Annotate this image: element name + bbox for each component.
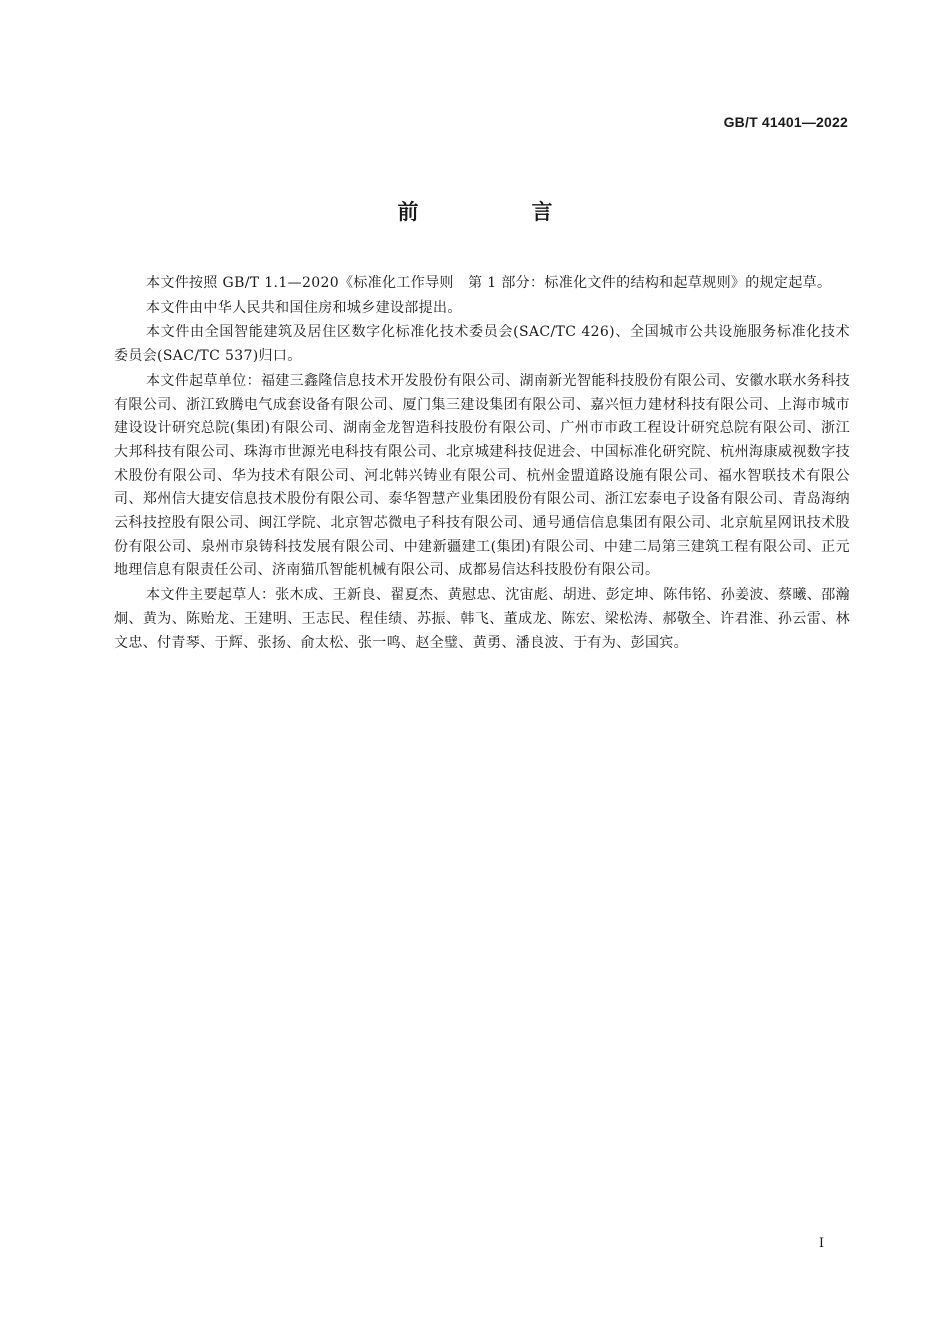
standard-code: GB/T 41401—2022	[723, 114, 848, 130]
page-number: I	[818, 1236, 824, 1251]
paragraph-drafting-basis: 本文件按照 GB/T 1.1—2020《标准化工作导则 第 1 部分：标准化文件的结构和起草规则》的规定起草。	[146, 275, 832, 291]
foreword-body	[114, 272, 850, 656]
page-title: 前 言	[397, 200, 599, 224]
paragraph-proposer: 本文件由中华人民共和国住房和城乡建设部提出。	[146, 299, 462, 316]
paragraph-drafting-units: 本文件起草单位：福建三鑫隆信息技术开发股份有限公司、湖南新光智能科技股份有限公司、安徽水联水务科技有限公司、浙江致腾电气成套设备有限公司、厦门集三建设集团有限公司、嘉兴恒力建材科技有限公司、上海市城市建设设计研究总院(集团)有限公司、湖南金龙智造科技股份有限公司、广州市市政工程设计研究总院有限公司、浙江大邦科技有限公司、珠海市世源光电科技有限公司、北京城建科技促进会、中国标准化研究院、杭州海康威视数字技术股份有限公司、华为技术有限公司、河北韩兴铸业有限公司、杭州金盟道路设施有限公司、福水智联技术有限公司、郑州信大捷安信息技术股份有限公司、泰华智慧产业集团股份有限公司、浙江宏泰电子设备有限公司、青岛海纳云科技控股有限公司、闽江学院、北京智芯微电子科技有限公司、通号通信信息集团有限公司、北京航星网讯技术股份有限公司、泉州市泉铸科技发展有限公司、中建新疆建工(集团)有限公司、中建二局第三建筑工程有限公司、正元地理信息有限责任公司、济南猫爪智能机械有限公司、成都易信达科技股份有限公司。	[114, 372, 850, 579]
paragraph-main-drafters: 本文件主要起草人：张木成、王新良、翟夏杰、黄慰忠、沈宙彪、胡进、彭定坤、陈伟铭、孙姜波、蔡曦、邵瀚炯、黄为、陈贻龙、王建明、王志民、程佳绩、苏振、韩飞、董成龙、陈宏、梁松涛、郝敬全、许君淮、孙云雷、林文忠、付青琴、于辉、张扬、俞太松、张一鸣、赵全璧、黄勇、潘良波、于有为、彭国宾。	[114, 587, 850, 651]
paragraph-technical-committee: 本文件由全国智能建筑及居住区数字化标准化技术委员会(SAC/TC 426)、全国城市公共设施服务标准化技术委员会(SAC/TC 537)归口。	[114, 324, 850, 365]
